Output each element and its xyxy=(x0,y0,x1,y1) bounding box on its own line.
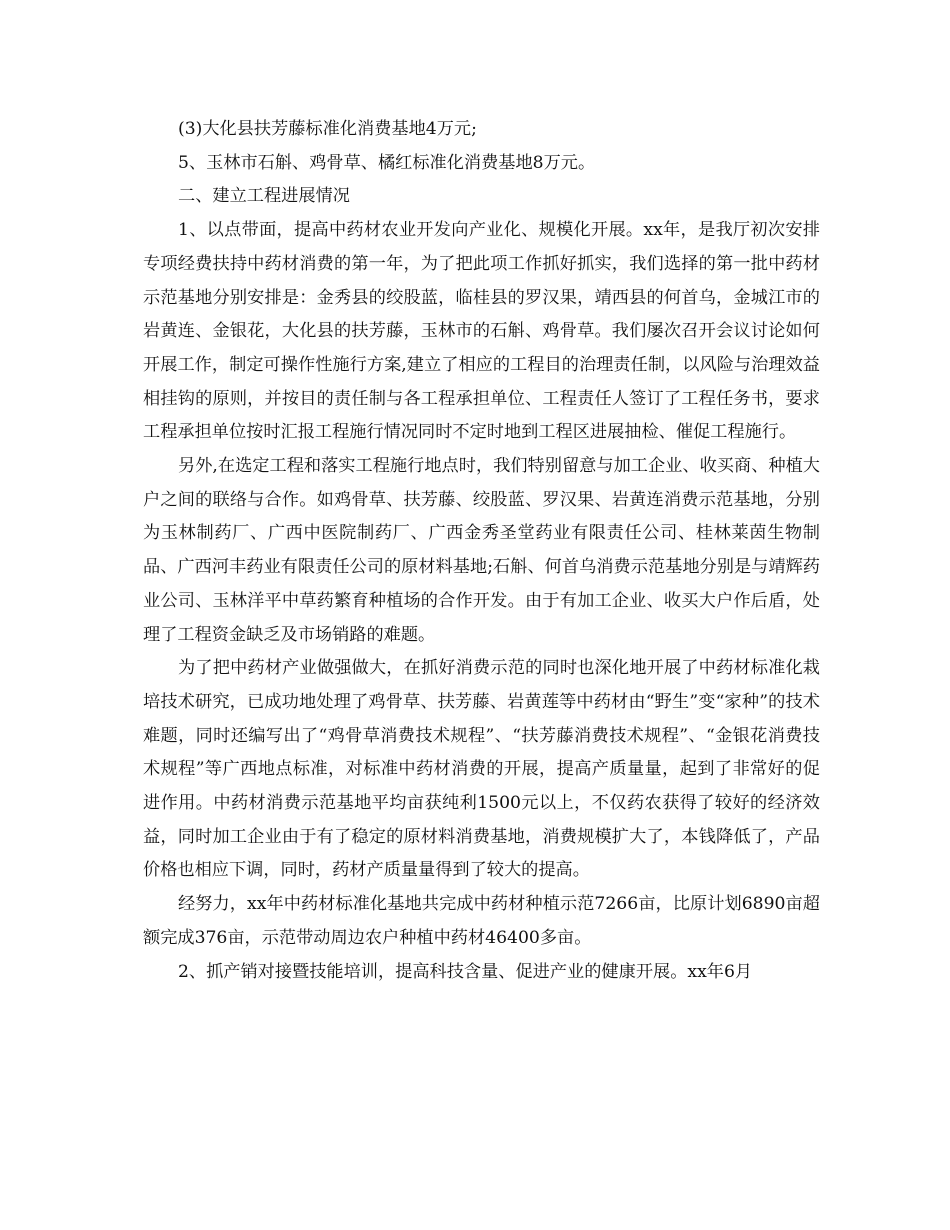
document-body xyxy=(143,113,820,989)
paragraph-enterprise-cooperation: 另外,在选定工程和落实工程施行地点时，我们特别留意与加工企业、收买商、种植大户之间的联络与合作。如鸡骨草、扶芳藤、绞股蓝、罗汉果、岩黄连消费示范基地，分别为玉林制药厂、广西中医院制药厂、广西金秀圣堂药业有限责任公司、桂林莱茵生物制品、广西河丰药业有限责任公司的原材料基地;石斛、何首乌消费示范基地分别是与靖辉药业公司、玉林洋平中草药繁育种植场的合作开发。由于有加工企业、收买大户作后盾，处理了工程资金缺乏及市场销路的难题。 xyxy=(143,456,820,645)
paragraph-yulin-funding: 5、玉林市石斛、鸡骨草、橘红标准化消费基地8万元。 xyxy=(178,152,596,173)
paragraph-planting-results: 经努力，xx年中药材标准化基地共完成中药材种植示范7266亩，比原计划6890亩超额完成376亩，示范带动周边农户种植中药材46400多亩。 xyxy=(143,894,820,948)
paragraph-dahua-funding: (3)大化县扶芳藤标准化消费基地4万元; xyxy=(178,119,477,139)
section-heading-project-progress: 二、建立工程进展情况 xyxy=(178,186,350,207)
paragraph-training-start: 2、抓产销对接暨技能培训，提高科技含量、促进产业的健康开展。xx年6月 xyxy=(178,961,753,982)
paragraph-demonstration-bases: 1、以点带面，提高中药材农业开发向产业化、规模化开展。xx年，是我厅初次安排专项经费扶持中药材消费的第一年，为了把此项工作抓好抓实，我们选择的第一批中药材示范基地分别安排是：金秀县的绞股蓝，临桂县的罗汉果，靖西县的何首乌，金城江市的岩黄连、金银花，大化县的扶芳藤，玉林市的石斛、鸡骨草。我们屡次召开会议讨论如何开展工作，制定可操作性施行方案,建立了相应的工程目的治理责任制，以风险与治理效益相挂钩的原则，并按目的责任制与各工程承担单位、工程责任人签订了工程任务书，要求工程承担单位按时汇报工程施行情况同时不定时地到工程区进展抽检、催促工程施行。 xyxy=(143,220,820,443)
paragraph-standardized-cultivation: 为了把中药材产业做强做大，在抓好消费示范的同时也深化地开展了中药材标准化栽培技术研究，已成功地处理了鸡骨草、扶芳藤、岩黄莲等中药材由“野生”变“家种”的技术难题，同时还编写出了“鸡骨草消费技术规程”、“扶芳藤消费技术规程”、“金银花消费技术规程”等广西地点标准，对标准中药材消费的开展，提高产质量量，起到了非常好的促进作用。中药材消费示范基地平均亩获纯利1500元以上，不仅药农获得了较好的经济效益，同时加工企业由于有了稳定的原材料消费基地，消费规模扩大了，本钱降低了，产品价格也相应下调，同时，药材产质量量得到了较大的提高。 xyxy=(143,658,820,881)
